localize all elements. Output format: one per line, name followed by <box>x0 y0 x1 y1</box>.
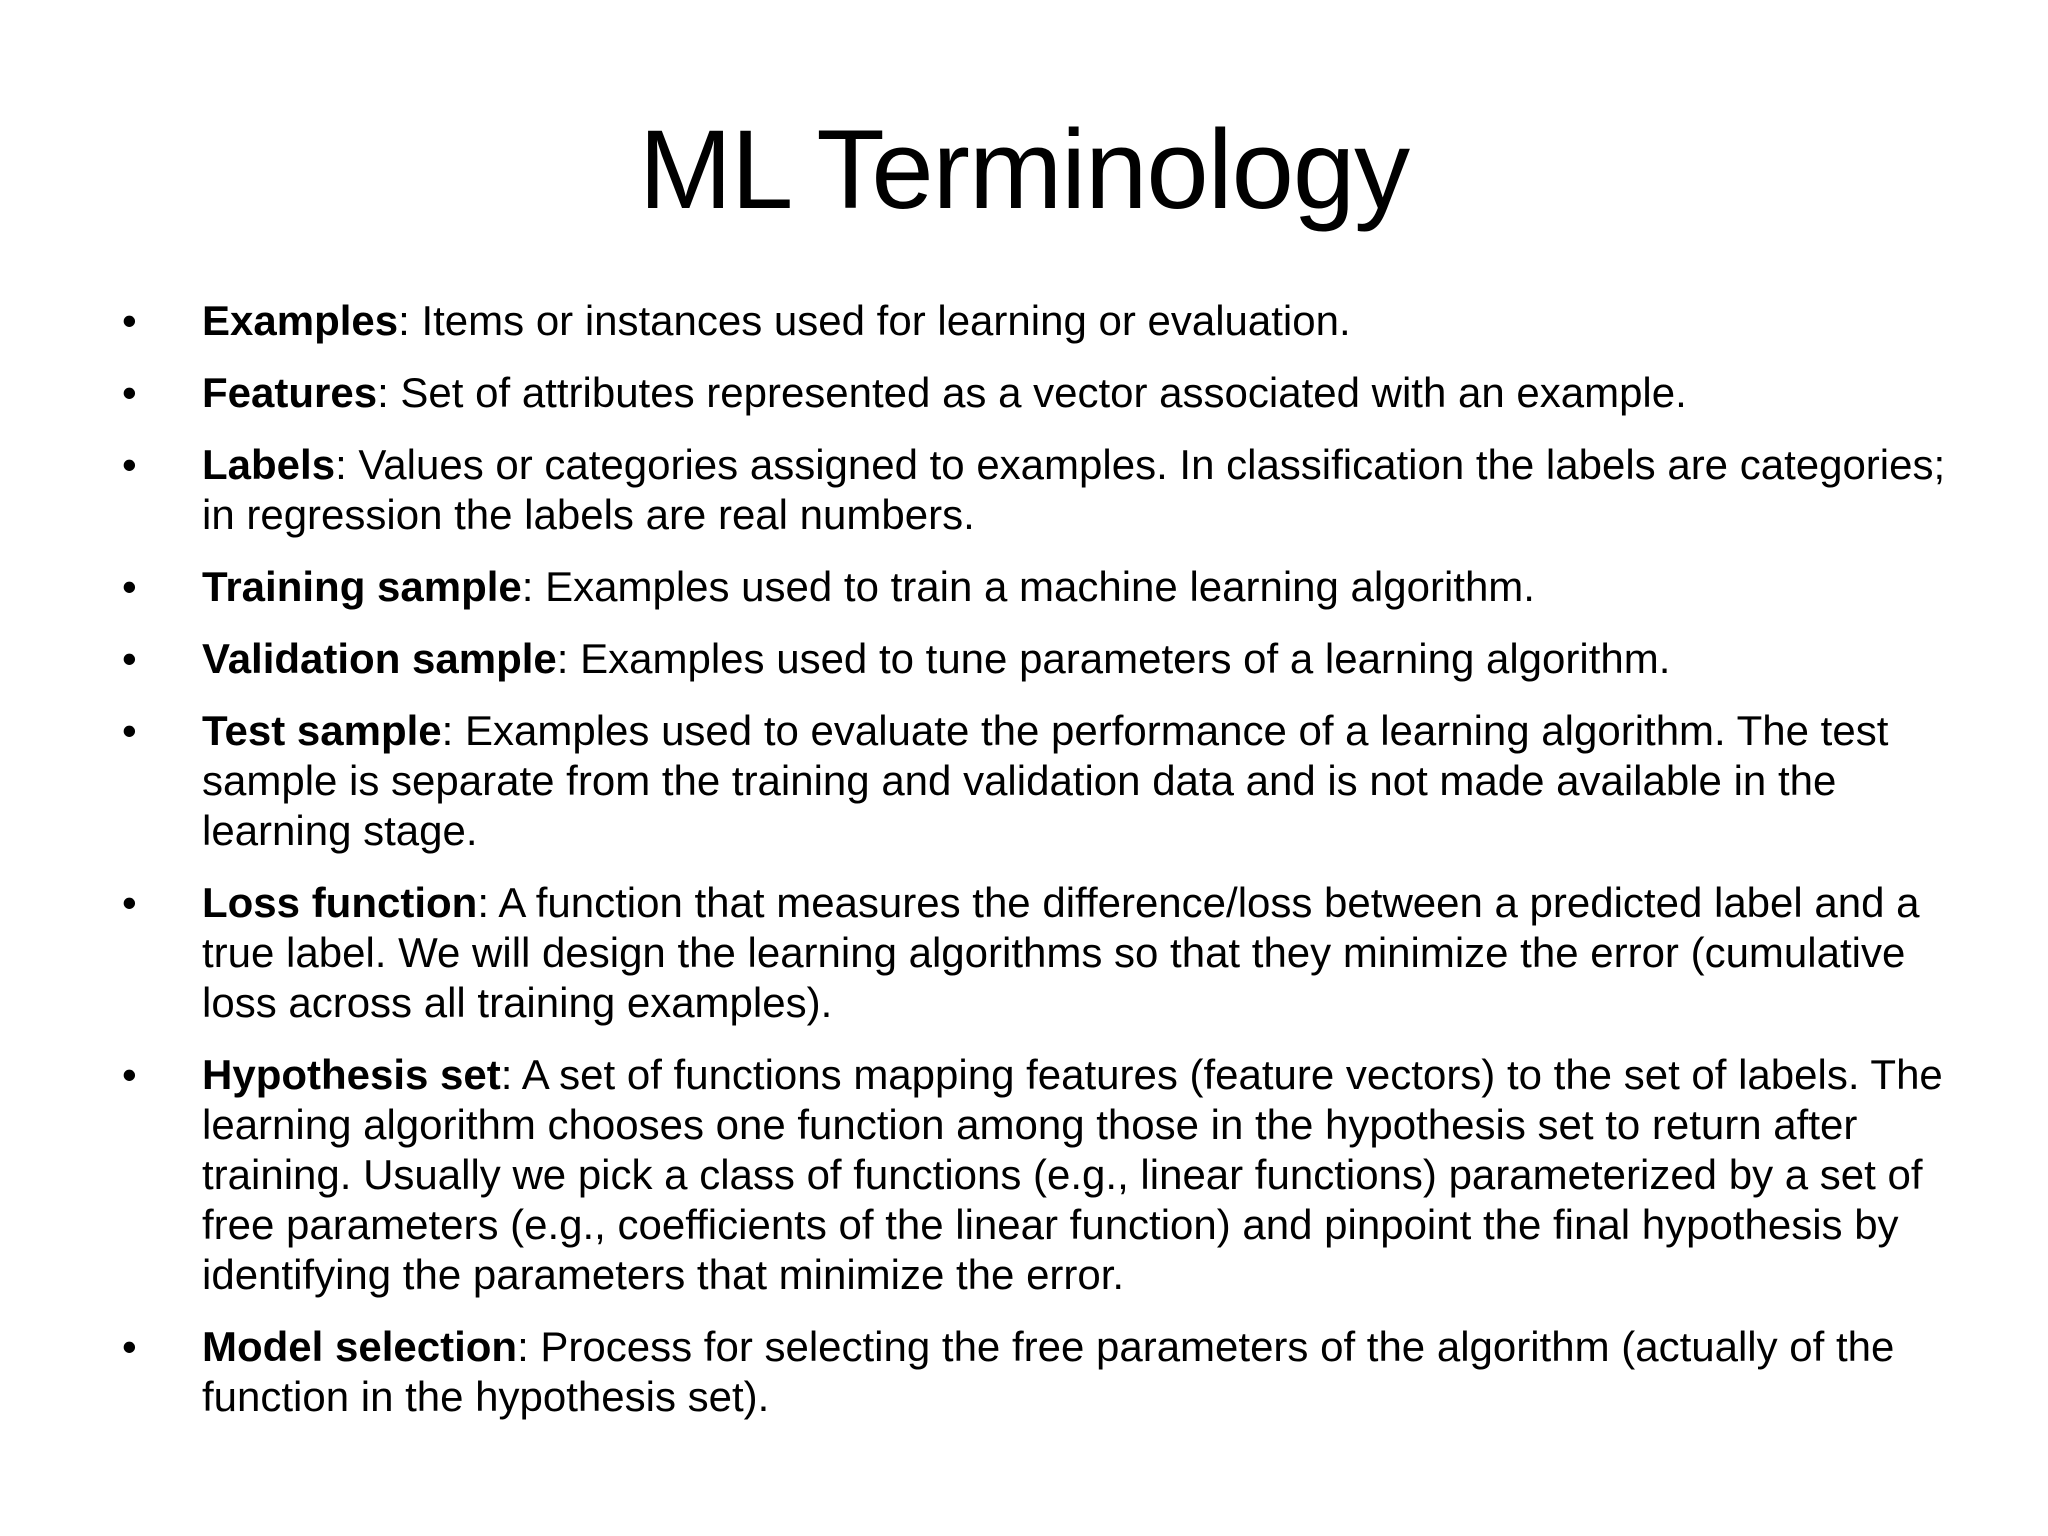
definition: : Items or instances used for learning or evaluation. <box>398 297 1351 344</box>
definition: : A function that measures the difference/loss between a predicted label and a true label. We will design the learning algorithms so that they minimize the error (cumulative loss across all training examples). <box>202 879 1920 1026</box>
bullet-icon: • <box>122 635 137 682</box>
bullet-item-training-sample <box>122 562 1982 612</box>
bullet-item-features <box>122 368 1982 418</box>
term: Training sample <box>202 563 522 610</box>
definition: : A set of functions mapping features (feature vectors) to the set of labels. The learning algorithm chooses one function among those in the hypothesis set to return after training. Usually we pick a class of functions (e.g., linear functions) parameterized by a set of free parameters (e.g., coefficients of the linear function) and pinpoint the final hypothesis by identifying the parameters that minimize the error. <box>202 1051 1943 1298</box>
term: Examples <box>202 297 399 344</box>
bullet-item-validation-sample <box>122 634 1982 684</box>
bullet-icon: • <box>122 369 137 416</box>
definition: : Process for selecting the free parameters of the algorithm (actually of the function in the hypothesis set). <box>202 1323 1895 1420</box>
definition: : Examples used to tune parameters of a learning algorithm. <box>556 635 1671 682</box>
bullet-icon: • <box>122 441 137 488</box>
bullet-icon: • <box>122 1323 137 1370</box>
term: Loss function <box>202 879 478 926</box>
term: Hypothesis set <box>202 1051 501 1098</box>
bullet-icon: • <box>122 297 137 344</box>
bullet-item-labels <box>122 440 1982 540</box>
term: Test sample <box>202 707 442 754</box>
definition: : Values or categories assigned to examples. In classification the labels are categories; in regression the labels are real numbers. <box>202 441 1946 538</box>
bullet-item-loss-function <box>122 878 1982 1028</box>
bullet-icon: • <box>122 1051 137 1098</box>
bullet-icon: • <box>122 563 137 610</box>
term: Labels <box>202 441 336 488</box>
term: Features <box>202 369 378 416</box>
bullet-item-test-sample <box>122 706 1982 856</box>
bullet-icon: • <box>122 879 137 926</box>
bullet-list <box>122 296 1982 1444</box>
term: Model selection <box>202 1323 518 1370</box>
definition: : Examples used to train a machine learning algorithm. <box>521 563 1535 610</box>
bullet-icon: • <box>122 707 137 754</box>
bullet-item-model-selection <box>122 1322 1982 1422</box>
definition: : Set of attributes represented as a vector associated with an example. <box>377 369 1687 416</box>
definition: : Examples used to evaluate the performance of a learning algorithm. The test sample is separate from the training and validation data and is not made available in the learning stage. <box>202 707 1889 854</box>
bullet-item-examples <box>122 296 1982 346</box>
bullet-item-hypothesis-set <box>122 1050 1982 1300</box>
term: Validation sample <box>202 635 557 682</box>
slide-title: ML Terminology <box>638 107 1410 232</box>
